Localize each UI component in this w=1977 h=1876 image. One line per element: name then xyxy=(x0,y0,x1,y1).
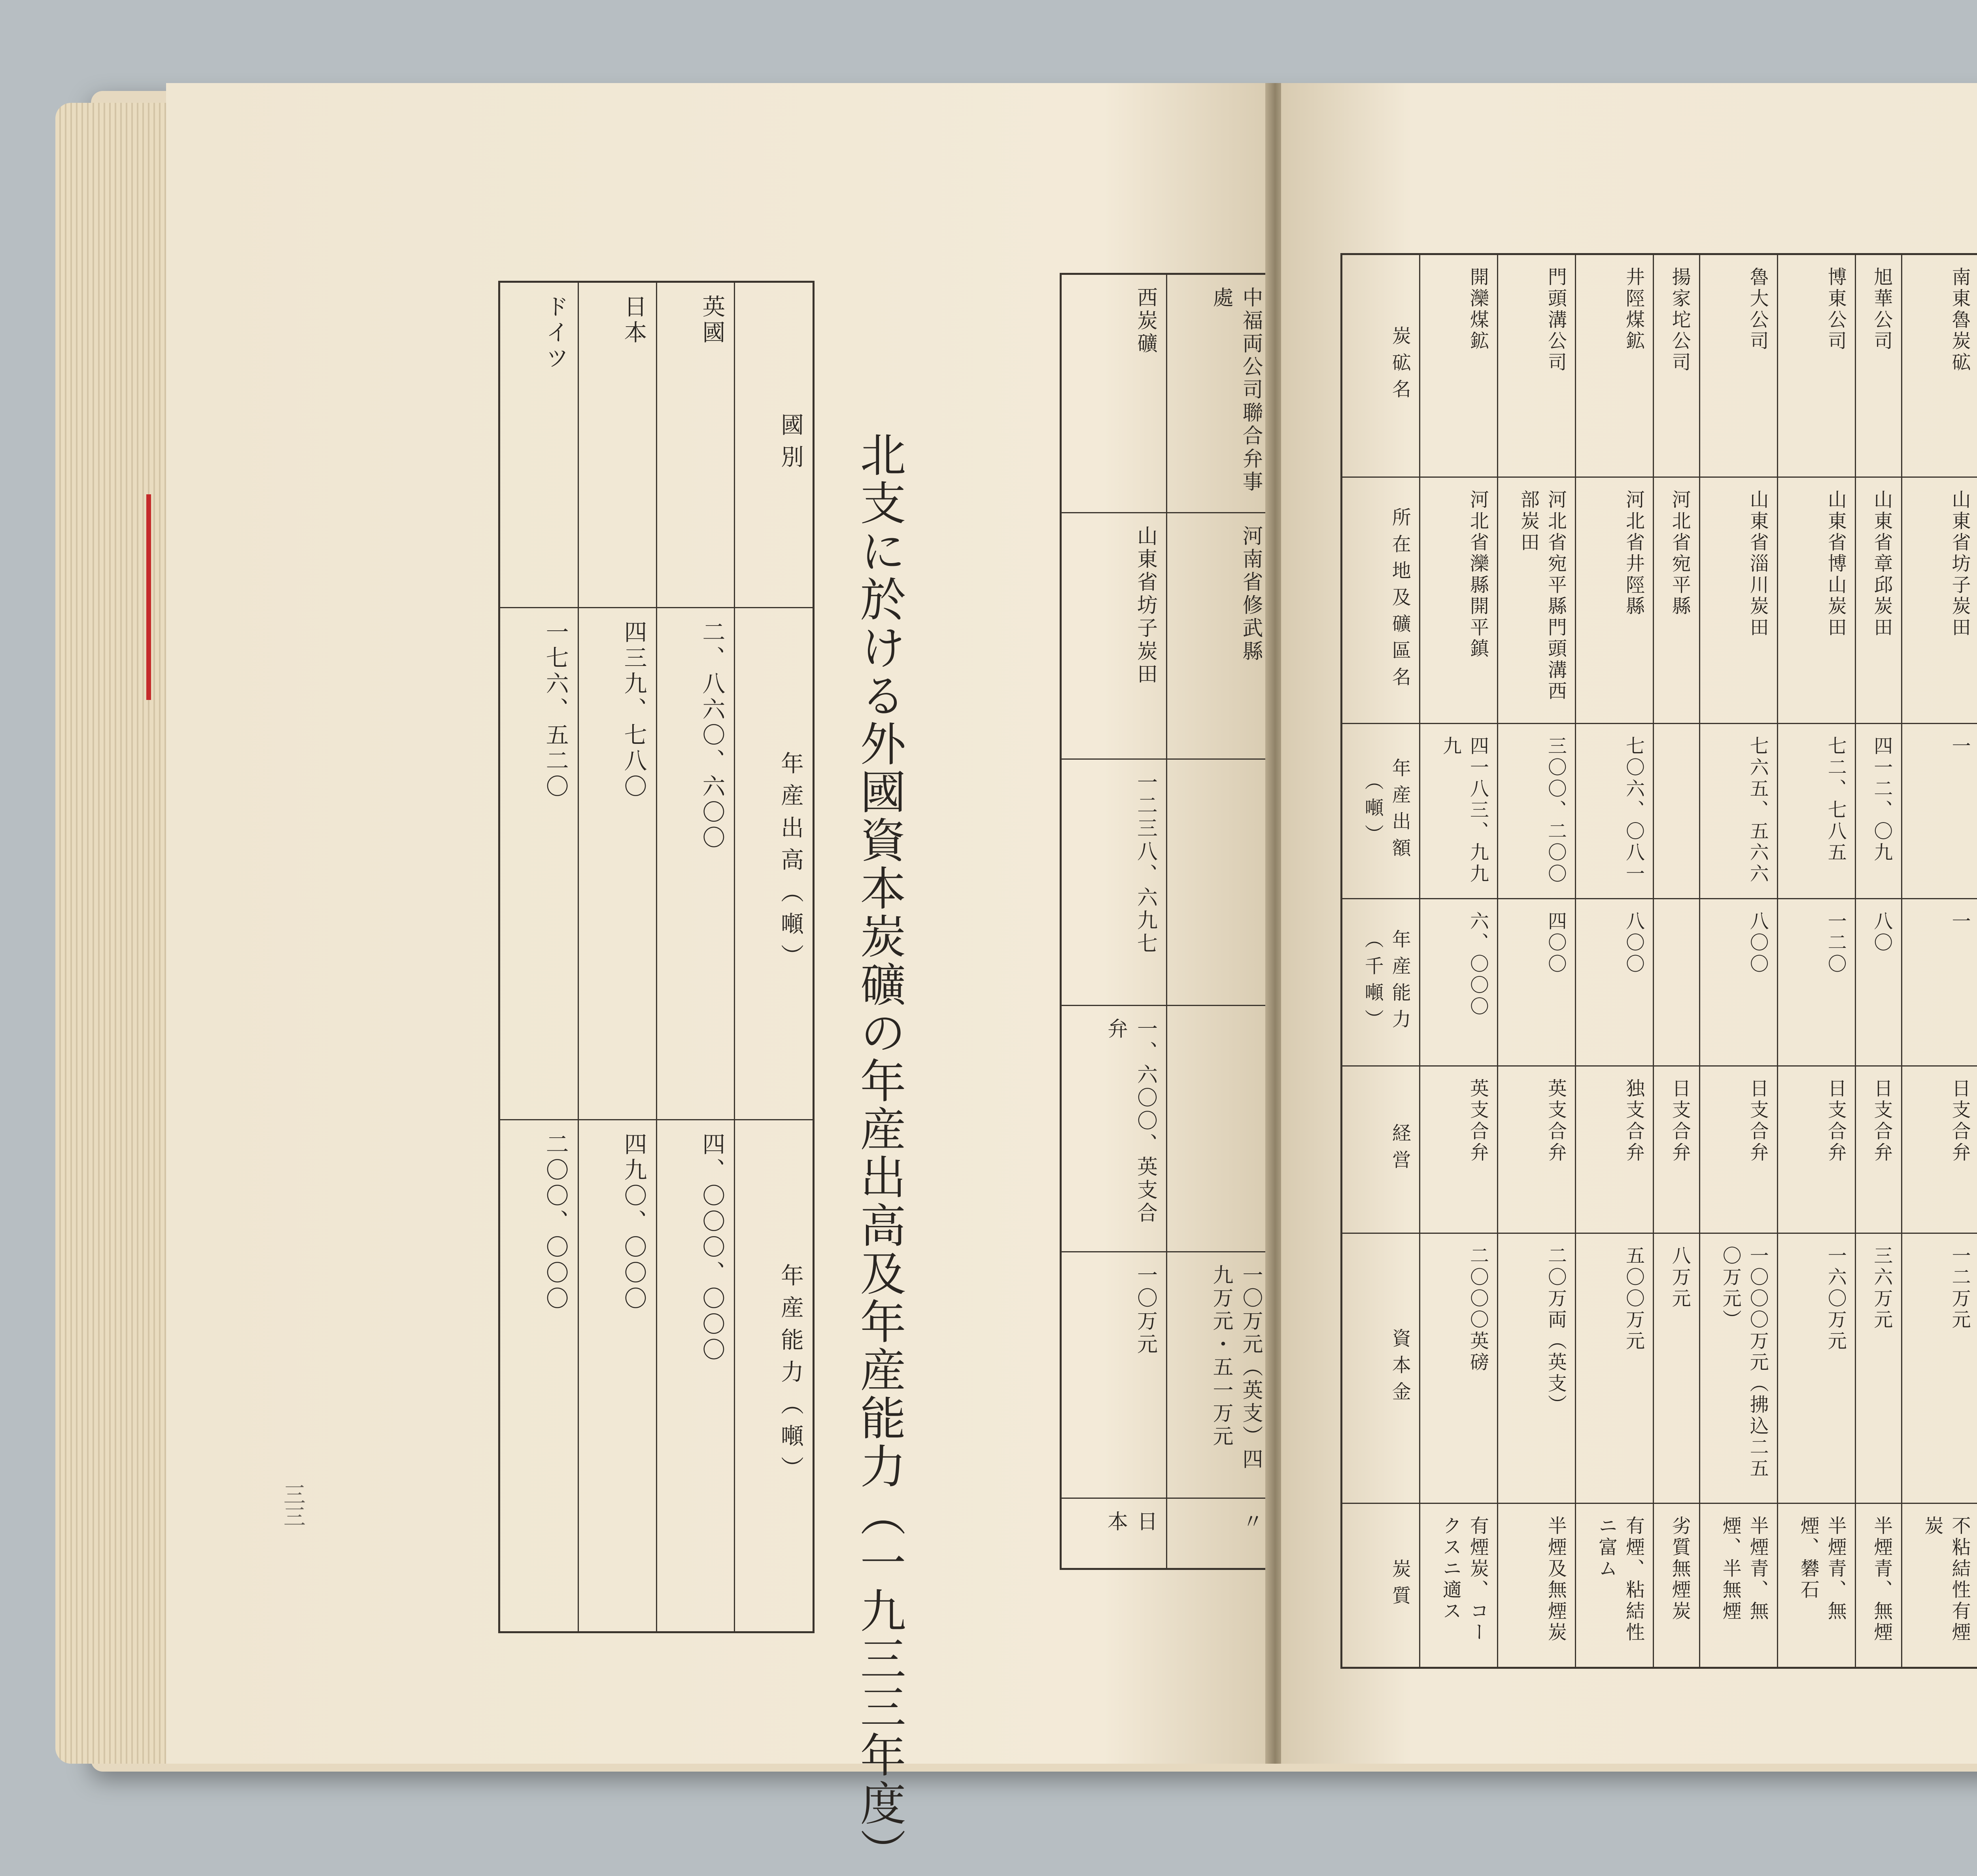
left-page xyxy=(166,83,1269,1876)
country-table-header: 國別 xyxy=(735,282,814,608)
country-table-header: 年産出高（噸） xyxy=(735,608,814,1120)
left-page-number: 三三 xyxy=(280,1483,306,1527)
table-row: 博東公司 山東省博山炭田 七二、七八五 一二〇 日支合弁 一六〇万元 半煙青、無煙、礬石 xyxy=(1778,254,1856,1668)
country-table-header: 年産能力（噸） xyxy=(735,1120,814,1632)
table-row: 西炭礦 山東省坊子炭田 一二三八、六九七 一、六〇〇、英支合弁 一〇万元 日本 xyxy=(1061,274,1167,1569)
table-row: 井陘煤鉱 河北省井陘縣 七〇六、〇八一 八〇〇 独支合弁 五〇〇万元 有煙、粘結性ニ富ム xyxy=(1576,254,1654,1668)
table-row: ドイツ 一七六、五二〇 二〇〇、〇〇〇 xyxy=(499,282,578,1632)
table-row: 開灤煤鉱 河北省灤縣開平鎮 四一八三、九九九 六、〇〇〇 英支合弁 二〇〇〇英磅 有煙炭、コークスニ適ス xyxy=(1420,254,1498,1668)
table-header-row: 炭砿名 所在地及礦區名 年産出額（噸） 年産能力（千噸） 経営 資本金 炭質 xyxy=(1342,254,1420,1668)
table-row: 門頭溝公司 河北省宛平縣門頭溝西部炭田 三〇〇、二〇〇 四〇〇 英支合弁 二〇万両（英支） 半煙及無煙炭 xyxy=(1498,254,1576,1668)
table-row: 揚家坨公司 河北省宛平縣 日支合弁 八万元 劣質無煙炭 xyxy=(1654,254,1700,1668)
table-row: 魯大公司 山東省淄川炭田 七六五、五六六 八〇〇 日支合弁 一〇〇〇万元（拂込二五〇万元） 半煙青、無煙、半無煙 xyxy=(1700,254,1778,1668)
table-row: 中福両公司聯合弁事處 河南省修武縣 一〇万元（英支）四九万元・五一万元 〃 xyxy=(1166,274,1272,1569)
country-table xyxy=(498,281,815,1633)
right-page xyxy=(1281,83,1977,1764)
japan-table xyxy=(1060,273,1273,1570)
table-row: 旭華公司 山東省章邱炭田 四一二、〇九 八〇 日支合弁 三六万元 半煙青、無煙 xyxy=(1856,254,1902,1668)
mine-table xyxy=(1340,253,1977,1669)
table-row: 南東魯炭砿 山東省坊子炭田 一 一 日支合弁 一二万元 不粘結性有煙炭 xyxy=(1901,254,1977,1668)
table-row: 日本 四三九、七八〇 四九〇、〇〇〇 xyxy=(578,282,656,1632)
bookmark-tab-left-2 xyxy=(146,494,151,700)
page-edges-left xyxy=(55,103,174,1764)
table-row: 英國 二、八六〇、六〇〇 四、〇〇〇、〇〇〇 xyxy=(656,282,735,1632)
left-page-title: 北支に於ける外國資本炭礦の年産出高及年産能力（一九三三年度） xyxy=(852,431,906,1876)
